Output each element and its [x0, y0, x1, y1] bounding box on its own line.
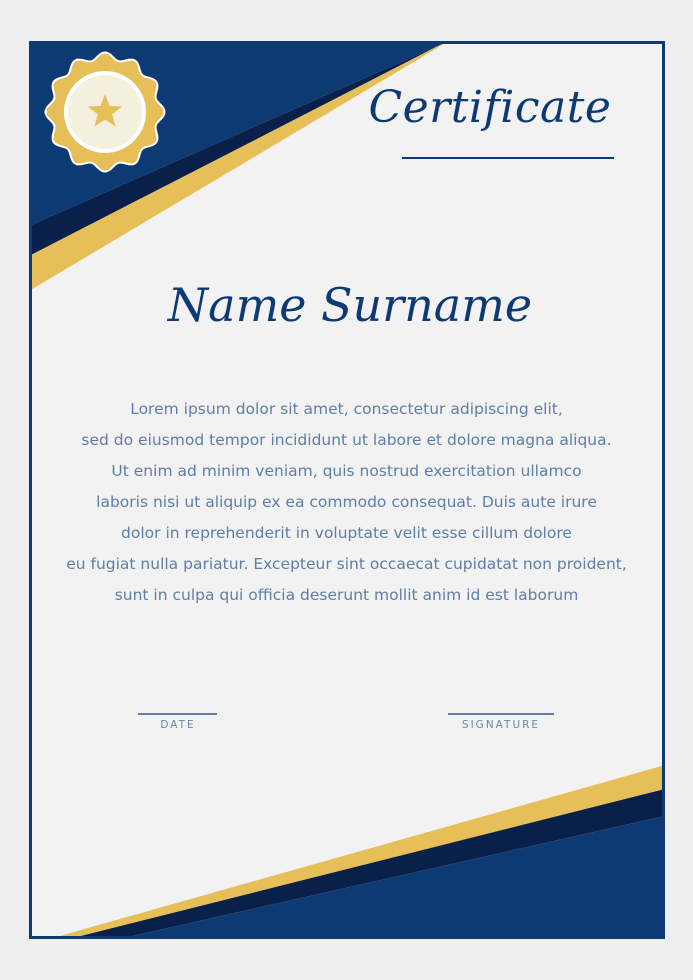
signature-label: SIGNATURE: [461, 719, 541, 731]
body-line: laboris nisi ut aliquip ex ea commodo consequat. Duis aute irure: [96, 493, 597, 511]
title-underline: [402, 157, 614, 159]
date-label: DATE: [160, 719, 196, 731]
signature-line: [448, 713, 554, 715]
certificate-title: Certificate: [368, 82, 612, 133]
body-line: sed do eiusmod tempor incididunt ut labore et dolore magna aliqua.: [81, 431, 612, 449]
body-line: Lorem ipsum dolor sit amet, consectetur adipiscing elit,: [130, 400, 563, 418]
body-line: dolor in reprehenderit in voluptate velit esse cillum dolore: [121, 524, 572, 542]
body-line: eu fugiat nulla pariatur. Excepteur sint occaecat cupidatat non proident,: [66, 555, 627, 573]
recipient-name: Name Surname: [167, 278, 533, 332]
body-line: sunt in culpa qui officia deserunt mollit anim id est laborum: [114, 586, 579, 604]
certificate-body: [40, 395, 653, 612]
date-line: [138, 713, 217, 715]
body-line: Ut enim ad minim veniam, quis nostrud exercitation ullamco: [111, 462, 582, 480]
